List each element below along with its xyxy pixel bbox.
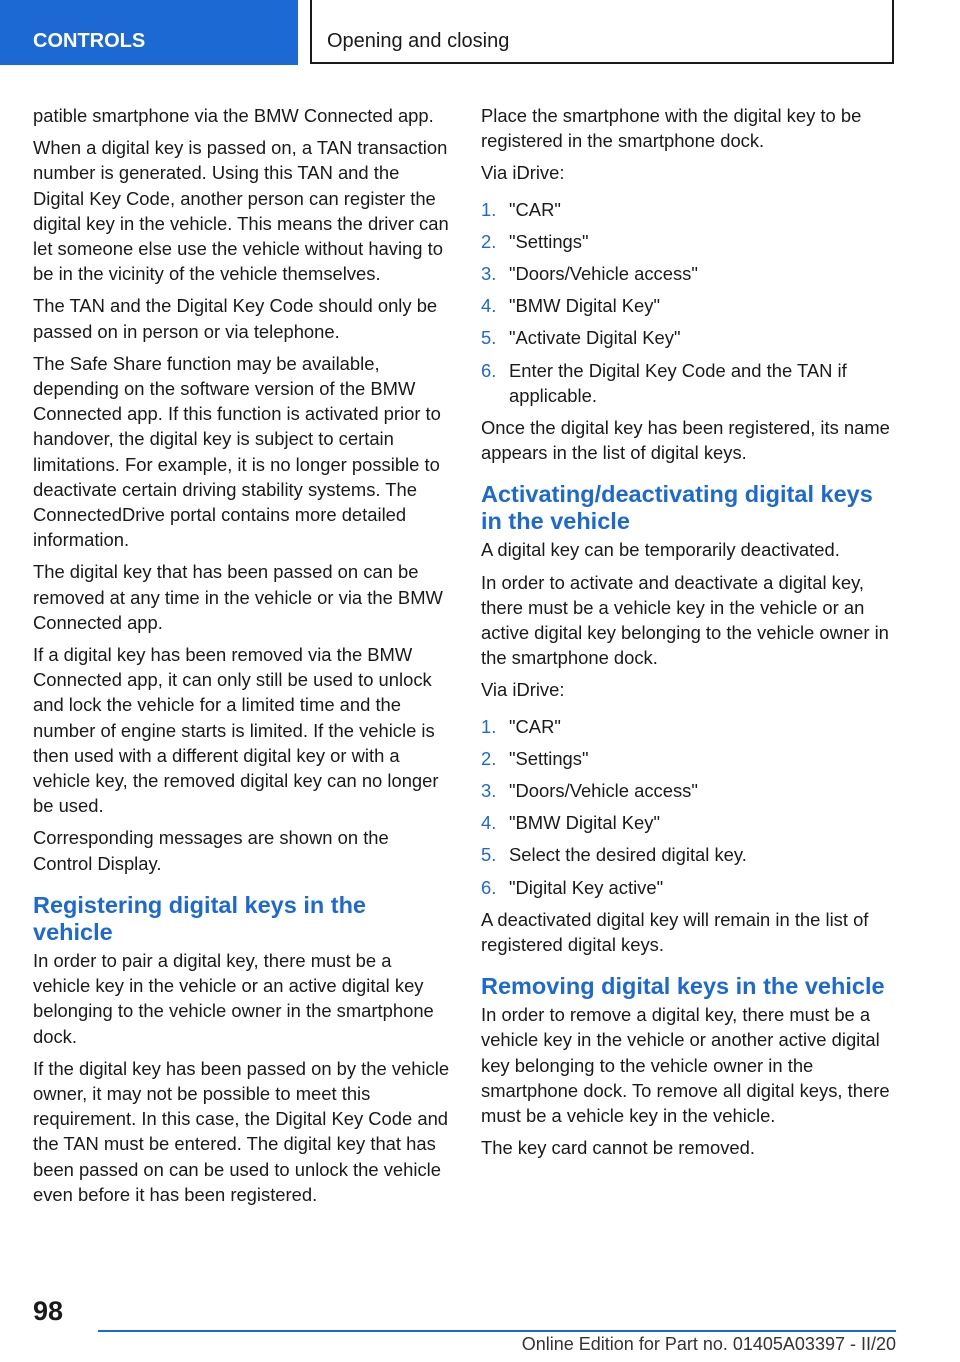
step-text: "Doors/Vehicle access" (509, 780, 698, 802)
left-column (33, 103, 451, 1214)
paragraph: patible smartphone via the BMW Connected app. (33, 105, 434, 126)
list-item (481, 261, 899, 286)
step-number: 4. (481, 295, 497, 317)
heading-removing-digital-keys: Removing digital keys in the vehicle (481, 973, 885, 1000)
step-number: 3. (481, 780, 497, 802)
via-idrive-label: Via iDrive: (481, 162, 565, 184)
paragraph: Corresponding messages are shown on the Control Display. (33, 827, 389, 874)
list-item (481, 842, 899, 867)
section-tab: CONTROLS (0, 0, 298, 65)
footer-edition: Online Edition for Part no. 01405A03397 - II/20 (521, 1334, 896, 1354)
list-item (481, 197, 899, 222)
step-number: 6. (481, 359, 497, 381)
paragraph: Place the smartphone with the digital key to be registered in the smartphone dock. (481, 105, 862, 152)
paragraph: Once the digital key has been registered, its name appears in the list of digital keys. (481, 417, 890, 464)
step-number: 1. (481, 715, 497, 737)
step-number: 5. (481, 327, 497, 349)
list-item (481, 358, 899, 408)
list-item (481, 875, 899, 900)
list-item (481, 714, 899, 739)
step-text: Select the desired digital key. (509, 844, 747, 866)
list-item (481, 293, 899, 318)
step-text: "CAR" (509, 198, 561, 220)
paragraph: The TAN and the Digital Key Code should only be passed on in person or via telephone. (33, 295, 438, 342)
steps-list-activate (481, 714, 899, 900)
step-number: 2. (481, 230, 497, 252)
list-item (481, 778, 899, 803)
step-text: "CAR" (509, 715, 561, 737)
step-number: 2. (481, 747, 497, 769)
list-item (481, 229, 899, 254)
step-text: "Digital Key active" (509, 876, 664, 898)
paragraph: If the digital key has been passed on by the vehicle owner, it may not be possible to meet this requirement. In this case, the Digital Key Code and the TAN must be entered. The digital key that has been passed on can be used to unlock the vehicle even before it has been registered. (33, 1057, 450, 1205)
step-text: "Settings" (509, 747, 589, 769)
step-text: "Activate Digital Key" (509, 327, 681, 349)
heading-registering-digital-keys: Registering digital keys in the vehicle (33, 891, 366, 945)
steps-list-register (481, 197, 899, 408)
step-number: 4. (481, 812, 497, 834)
step-number: 5. (481, 844, 497, 866)
paragraph: A deactivated digital key will remain in the list of registered digital keys. (481, 908, 869, 956)
step-text: "BMW Digital Key" (509, 295, 661, 317)
chapter-title: Opening and closing (310, 0, 894, 64)
paragraph: A digital key can be temporarily deactivated. (481, 539, 840, 561)
step-text: "Doors/Vehicle access" (509, 263, 698, 285)
list-item (481, 810, 899, 835)
via-idrive-label: Via iDrive: (481, 679, 565, 701)
page-number: 98 (33, 1296, 64, 1326)
step-number: 3. (481, 263, 497, 285)
paragraph: In order to pair a digital key, there must be a vehicle key in the vehicle or an active digital key belonging to the vehicle owner in the smartphone dock. (33, 949, 434, 1047)
paragraph: In order to activate and deactivate a digital key, there must be a vehicle key in the vehicle or an active digital key belonging to the vehicle owner in the smartphone dock. (481, 571, 889, 669)
step-number: 6. (481, 876, 497, 898)
step-text: Enter the Digital Key Code and the TAN if applicable. (509, 359, 847, 406)
paragraph: The digital key that has been passed on can be removed at any time in the vehicle or via the BMW Connected app. (33, 561, 443, 633)
step-text: "BMW Digital Key" (509, 812, 661, 834)
paragraph: When a digital key is passed on, a TAN transaction number is generated. Using this TAN and the Digital Key Code, another person can register the digital key in the vehicle. This means the driver can let someone else use the vehicle without having to be in the vicinity of the vehicle themselves. (33, 137, 449, 285)
heading-activating-deactivating: Activating/deactivating digital keys in the vehicle (481, 481, 873, 535)
step-number: 1. (481, 198, 497, 220)
paragraph: The key card cannot be removed. (481, 1137, 755, 1159)
step-text: "Settings" (509, 230, 589, 252)
paragraph: If a digital key has been removed via the BMW Connected app, it can only still be used to unlock and lock the vehicle for a limited time and the number of engine starts is limited. If the vehicle is then used with a different digital key or with a vehicle key, the removed digital key can no longer be used. (33, 644, 439, 817)
paragraph: The Safe Share function may be available, depending on the software version of the BMW Connected app. If this function is activated prior to handover, the digital key is subject to certain limitations. For example, it is no longer possible to deactivate certain driving stability systems. The ConnectedDrive portal contains more detailed information. (33, 352, 441, 551)
right-column (481, 103, 899, 1168)
paragraph: In order to remove a digital key, there must be a vehicle key in the vehicle or another active digital key belonging to the vehicle owner in the smartphone dock. To remove all digital keys, there must be a vehicle key in the vehicle. (481, 1004, 890, 1127)
footer-divider (98, 1330, 896, 1332)
list-item (481, 746, 899, 771)
list-item (481, 325, 899, 350)
